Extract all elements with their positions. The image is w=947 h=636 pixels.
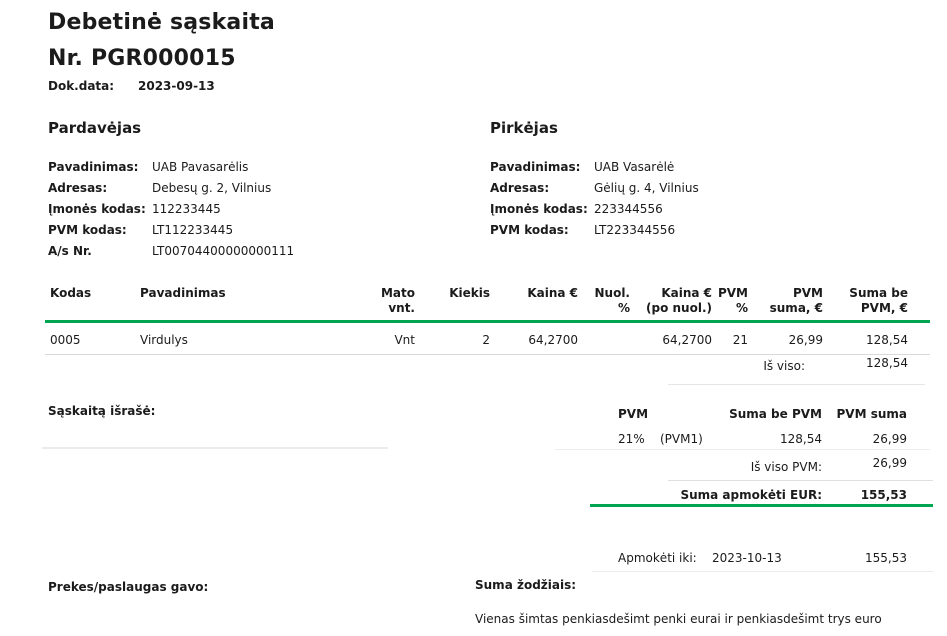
cell-kaina: 64,2700 [528, 333, 578, 347]
seller-name-row [48, 160, 294, 181]
col-header-pvm-proc: PVM % [717, 286, 748, 315]
seller-fields [48, 160, 294, 265]
vat-row-divider [555, 449, 930, 450]
items-total-value: 128,54 [866, 356, 908, 370]
col-header-kaina-po-nuol: Kaina € (po nuol.) [646, 286, 712, 315]
document-date-row [48, 79, 215, 93]
buyer-section-title: Pirkėjas [490, 119, 558, 137]
buyer-fields [490, 160, 699, 244]
vat-total-label: Iš viso PVM: [750, 460, 822, 474]
vat-col-suma-be-pvm: Suma be PVM [729, 407, 822, 421]
buyer-vat-code-value: LT223344556 [594, 223, 676, 237]
seller-section-title: Pardavėjas [48, 119, 142, 137]
vat-col-pvm: PVM [618, 407, 649, 421]
cell-nuolaida [578, 333, 630, 347]
items-total-divider [668, 384, 925, 385]
doc-date-label: Dok.data: [48, 79, 115, 93]
cell-mato-vnt: Vnt [394, 333, 415, 347]
seller-company-code-value: 112233445 [152, 202, 221, 216]
grand-total-rule [590, 504, 933, 507]
vat-summary [590, 404, 933, 514]
buyer-company-code-value: 223344556 [594, 202, 663, 216]
items-table-header [45, 286, 930, 316]
col-header-nuolaida: Nuol. % [594, 286, 630, 315]
total-due-value: 155,53 [860, 488, 907, 502]
issuer-signature-line [42, 447, 388, 449]
seller-account-value: LT00704400000000111 [152, 244, 295, 258]
col-header-suma-be-pvm: Suma be PVM, € [849, 286, 908, 315]
buyer-company-code-label: Įmonės kodas: [490, 202, 588, 216]
buyer-address-row [490, 181, 699, 202]
buyer-name-label: Pavadinimas: [490, 160, 581, 174]
buyer-name-row [490, 160, 699, 181]
cell-kodas: 0005 [50, 333, 81, 347]
seller-address-row [48, 181, 294, 202]
payment-due-label: Apmokėti iki: [618, 551, 697, 565]
vat-code: (PVM1) [660, 432, 703, 446]
pre-total-divider [668, 480, 933, 481]
seller-company-code-row [48, 202, 294, 223]
seller-name-label: Pavadinimas: [48, 160, 139, 174]
col-header-pavadinimas: Pavadinimas [140, 286, 226, 300]
cell-kaina-po-nuol: 64,2700 [662, 333, 712, 347]
buyer-address-value: Gėlių g. 4, Vilnius [594, 181, 699, 195]
vat-rate: 21% [618, 432, 645, 446]
seller-address-value: Debesų g. 2, Vilnius [152, 181, 272, 195]
col-header-mato-vnt: Mato vnt. [380, 286, 415, 315]
cell-pvm-suma: 26,99 [788, 333, 823, 347]
seller-company-code-label: Įmonės kodas: [48, 202, 146, 216]
payment-due-amount: 155,53 [865, 551, 907, 565]
cell-pvm-proc: 21 [732, 333, 748, 347]
buyer-name-value: UAB Vasarėlė [594, 160, 675, 174]
buyer-vat-code-row [490, 223, 699, 244]
cell-suma-be-pvm: 128,54 [866, 333, 908, 347]
vat-pvm-suma-value: 26,99 [872, 432, 907, 446]
seller-vat-code-label: PVM kodas: [48, 223, 127, 237]
document-title: Debetinė sąskaita [48, 10, 275, 35]
vat-total-value: 26,99 [872, 456, 907, 470]
payment-divider [592, 571, 933, 572]
seller-account-label: A/s Nr. [48, 244, 92, 258]
items-total-label: Iš viso: [763, 359, 805, 373]
col-header-kodas: Kodas [50, 286, 92, 300]
goods-received-label: Prekes/paslaugas gavo: [48, 580, 209, 594]
seller-vat-code-row [48, 223, 294, 244]
col-header-pvm-suma: PVM suma, € [769, 286, 823, 315]
issued-by-label: Sąskaitą išrašė: [48, 404, 156, 418]
seller-name-value: UAB Pavasarėlis [152, 160, 249, 174]
amount-in-words-label: Suma žodžiais: [475, 578, 577, 592]
payment-due-date: 2023-10-13 [712, 551, 782, 565]
cell-pavadinimas: Virdulys [140, 333, 188, 347]
cell-kiekis: 2 [482, 333, 490, 347]
items-table [45, 286, 930, 355]
doc-date-value: 2023-09-13 [138, 79, 215, 93]
total-due-label: Suma apmokėti EUR: [680, 488, 822, 502]
document-number: Nr. PGR000015 [48, 46, 236, 71]
seller-address-label: Adresas: [48, 181, 108, 195]
seller-account-row [48, 244, 294, 265]
buyer-address-label: Adresas: [490, 181, 550, 195]
vat-col-pvm-suma: PVM suma [836, 407, 907, 421]
vat-suma-be-pvm-value: 128,54 [780, 432, 822, 446]
table-row-divider [45, 354, 930, 355]
table-row [45, 323, 930, 354]
seller-vat-code-value: LT112233445 [152, 223, 234, 237]
col-header-kiekis: Kiekis [449, 286, 490, 300]
buyer-company-code-row [490, 202, 699, 223]
buyer-vat-code-label: PVM kodas: [490, 223, 569, 237]
amount-in-words-text: Vienas šimtas penkiasdešimt penki eurai ir penkiasdešimt trys euro [475, 612, 882, 626]
col-header-kaina: Kaina € [527, 286, 578, 300]
